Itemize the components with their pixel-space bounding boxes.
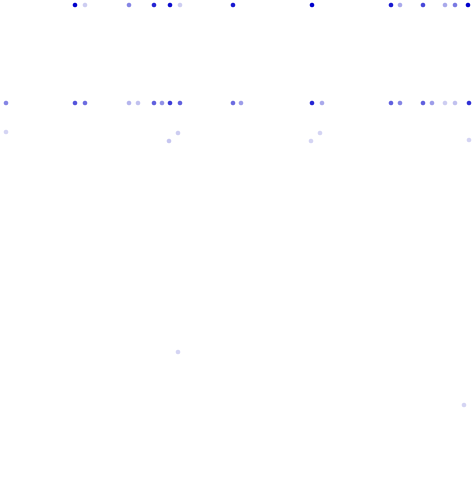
data-point xyxy=(467,101,472,106)
data-point xyxy=(160,101,165,106)
data-point xyxy=(73,3,78,8)
data-point xyxy=(389,101,394,106)
data-point xyxy=(152,101,157,106)
data-point xyxy=(421,101,426,106)
data-point xyxy=(167,139,172,144)
data-point xyxy=(239,101,244,106)
data-point xyxy=(231,101,236,106)
data-point xyxy=(168,3,173,8)
data-point xyxy=(443,101,448,106)
data-point xyxy=(127,3,132,8)
data-point xyxy=(168,101,173,106)
data-point xyxy=(231,3,236,8)
data-point xyxy=(320,101,325,106)
data-point xyxy=(443,3,448,8)
data-point xyxy=(310,3,315,8)
data-point xyxy=(83,101,88,106)
data-point xyxy=(127,101,132,106)
data-point xyxy=(389,3,394,8)
data-point xyxy=(467,138,472,143)
data-point xyxy=(178,3,183,8)
data-point xyxy=(310,101,315,106)
data-point xyxy=(462,403,467,408)
data-point xyxy=(176,350,181,355)
data-point xyxy=(430,101,435,106)
data-point xyxy=(83,3,88,8)
data-point xyxy=(4,101,9,106)
data-point xyxy=(178,101,183,106)
data-point xyxy=(176,131,181,136)
data-point xyxy=(152,3,157,8)
data-point xyxy=(318,131,323,136)
data-point xyxy=(136,101,141,106)
data-point xyxy=(466,3,471,8)
data-point xyxy=(309,139,314,144)
data-point xyxy=(421,3,426,8)
data-point xyxy=(453,101,458,106)
data-point xyxy=(453,3,458,8)
data-point xyxy=(398,3,403,8)
data-point xyxy=(73,101,78,106)
data-point xyxy=(398,101,403,106)
data-point xyxy=(4,130,9,135)
